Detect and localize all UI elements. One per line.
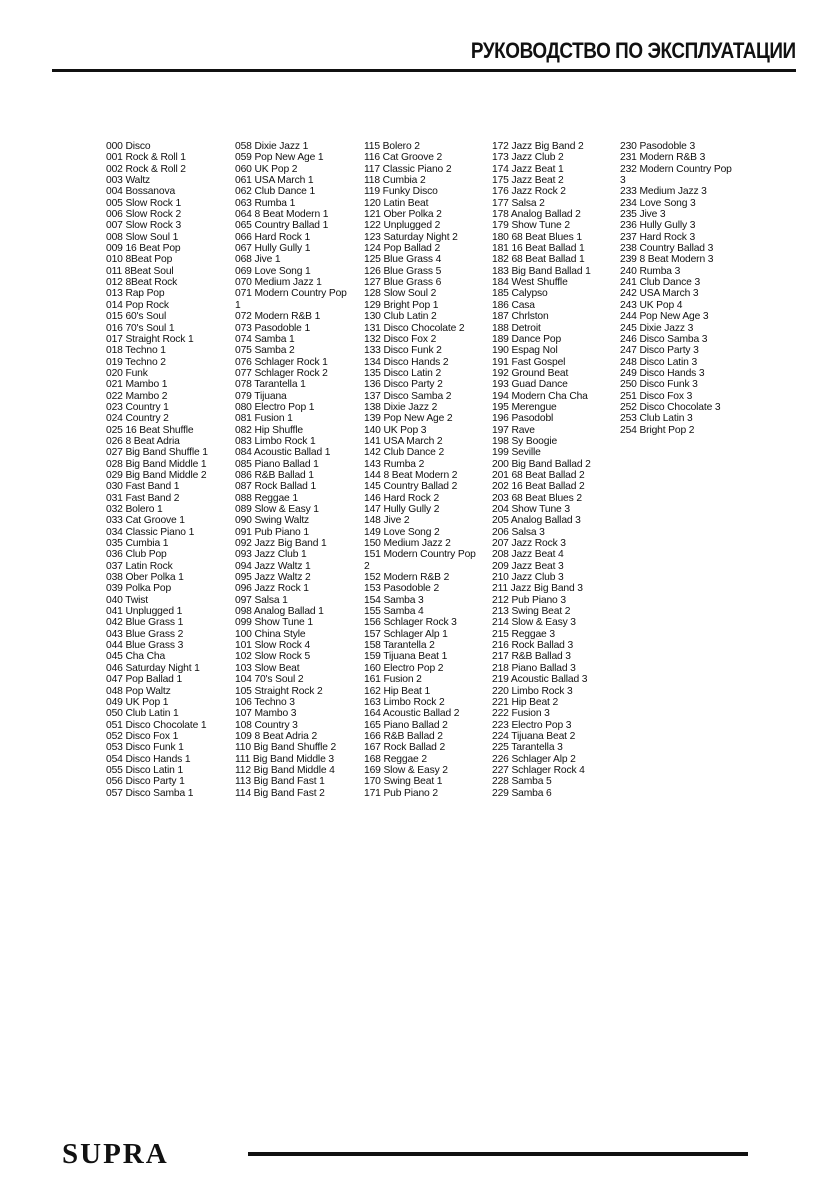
rhythm-item: 235 Jive 3 [620,209,666,221]
rhythm-item: 173 Jazz Club 2 [492,152,564,164]
rhythm-item: 095 Jazz Waltz 2 [235,572,311,584]
rhythm-item: 252 Disco Chocolate 3 [620,401,721,413]
rhythm-item: 098 Analog Ballad 1 [235,606,324,618]
rhythm-item: 208 Jazz Beat 4 [492,549,564,561]
rhythm-item: 048 Pop Waltz [106,685,171,697]
rhythm-item: 212 Pub Piano 3 [492,594,566,606]
rhythm-item: 013 Rap Pop [106,288,165,300]
rhythm-item: 205 Analog Ballad 3 [492,515,581,527]
rhythm-column-1 [106,141,236,799]
rhythm-item: 047 Pop Ballad 1 [106,674,183,686]
rhythm-item: 229 Samba 6 [492,787,552,799]
rhythm-item: 052 Disco Fox 1 [106,730,179,742]
rhythm-item: 134 Disco Hands 2 [364,356,449,368]
rhythm-item: 200 Big Band Ballad 2 [492,458,591,470]
rhythm-item: 006 Slow Rock 2 [106,209,182,221]
rhythm-item: 249 Disco Hands 3 [620,367,705,379]
rhythm-item: 114 Big Band Fast 2 [235,787,325,799]
rhythm-item: 236 Hully Gully 3 [620,220,696,232]
rhythm-item: 074 Samba 1 [235,333,295,345]
rhythm-item: 207 Jazz Rock 3 [492,538,566,550]
rhythm-item: 036 Club Pop [106,549,167,561]
rhythm-item: 001 Rock & Roll 1 [106,152,186,164]
rhythm-item: 003 Waltz [106,175,151,187]
rhythm-item: 202 16 Beat Ballad 2 [492,481,585,493]
rhythm-item: 201 68 Beat Ballad 2 [492,469,585,481]
rhythm-item: 141 USA March 2 [364,435,443,447]
rhythm-item: 068 Jive 1 [235,254,281,266]
rhythm-item: 094 Jazz Waltz 1 [235,560,311,572]
rhythm-item: 083 Limbo Rock 1 [235,435,316,447]
rhythm-item: 062 Club Dance 1 [235,186,316,198]
rhythm-item: 061 USA March 1 [235,175,314,187]
rhythm-item: 108 Country 3 [235,719,298,731]
rhythm-item: 058 Dixie Jazz 1 [235,141,309,152]
rhythm-item: 120 Latin Beat [364,197,429,209]
rhythm-item: 122 Unplugged 2 [364,220,441,232]
rhythm-item: 075 Samba 2 [235,345,295,357]
rhythm-item: 035 Cumbia 1 [106,538,169,550]
rhythm-item: 196 Pasodobl [492,413,554,425]
rhythm-item: 059 Pop New Age 1 [235,152,324,164]
rhythm-item: 082 Hip Shuffle [235,424,303,436]
rhythm-item: 133 Disco Funk 2 [364,345,442,357]
rhythm-item: 067 Hully Gully 1 [235,243,311,255]
rhythm-item: 050 Club Latin 1 [106,708,179,720]
rhythm-item: 185 Calypso [492,288,548,300]
rhythm-item: 232 Modern Country Pop [620,163,732,175]
rhythm-item: 210 Jazz Club 3 [492,572,564,584]
rhythm-item: 239 8 Beat Modern 3 [620,254,714,266]
rhythm-item: 028 Big Band Middle 1 [106,458,207,470]
rhythm-item: 127 Blue Grass 6 [364,277,442,289]
rhythm-item: 079 Tijuana [235,390,287,402]
rhythm-item: 030 Fast Band 1 [106,481,180,493]
rhythm-item: 182 68 Beat Ballad 1 [492,254,585,266]
rhythm-column-2 [235,141,365,799]
rhythm-item: 023 Country 1 [106,401,169,413]
rhythm-item: 191 Fast Gospel [492,356,566,368]
rhythm-item: 198 Sy Boogie [492,435,558,447]
rhythm-item: 152 Modern R&B 2 [364,572,450,584]
rhythm-item: 233 Medium Jazz 3 [620,186,707,198]
rhythm-item: 092 Jazz Big Band 1 [235,538,327,550]
rhythm-item: 150 Medium Jazz 2 [364,538,451,550]
rhythm-item: 024 Country 2 [106,413,169,425]
rhythm-item: 149 Love Song 2 [364,526,440,538]
rhythm-item: 040 Twist [106,594,148,606]
rhythm-item: 186 Casa [492,299,535,311]
rhythm-item: 171 Pub Piano 2 [364,787,438,799]
rhythm-item: 049 UK Pop 1 [106,696,169,708]
rhythm-item: 142 Club Dance 2 [364,447,445,459]
rhythm-item: 012 8Beat Rock [106,277,178,289]
rhythm-item: 151 Modern Country Pop [364,549,476,561]
rhythm-item: 230 Pasodoble 3 [620,141,696,152]
rhythm-item: 097 Salsa 1 [235,594,288,606]
rhythm-item: 2 [364,560,370,572]
rhythm-item: 088 Reggae 1 [235,492,298,504]
rhythm-item: 031 Fast Band 2 [106,492,180,504]
rhythm-item: 146 Hard Rock 2 [364,492,440,504]
rhythm-item: 241 Club Dance 3 [620,277,701,289]
supra-logo: SUPRA [62,1138,169,1170]
rhythm-item: 081 Fusion 1 [235,413,293,425]
rhythm-item: 154 Samba 3 [364,594,424,606]
rhythm-item: 121 Ober Polka 2 [364,209,442,221]
rhythm-column-3 [364,141,494,799]
rhythm-item: 106 Techno 3 [235,696,295,708]
rhythm-item: 183 Big Band Ballad 1 [492,265,591,277]
page-title: РУКОВОДСТВО ПО ЭКСПЛУАТАЦИИ [471,38,796,63]
rhythm-item: 165 Piano Ballad 2 [364,719,448,731]
rhythm-item: 203 68 Beat Blues 2 [492,492,582,504]
rhythm-item: 069 Love Song 1 [235,265,311,277]
rhythm-item: 145 Country Ballad 2 [364,481,458,493]
rhythm-column-4 [492,141,622,799]
rhythm-item: 137 Disco Samba 2 [364,390,452,402]
rhythm-item: 054 Disco Hands 1 [106,753,191,765]
rhythm-item: 221 Hip Beat 2 [492,696,559,708]
rhythm-item: 007 Slow Rock 3 [106,220,182,232]
rhythm-item: 193 Guad Dance [492,379,568,391]
rhythm-item: 016 70's Soul 1 [106,322,175,334]
rhythm-item: 090 Swing Waltz [235,515,310,527]
rhythm-item: 143 Rumba 2 [364,458,425,470]
rhythm-item: 184 West Shuffle [492,277,568,289]
rhythm-item: 019 Techno 2 [106,356,166,368]
rhythm-item: 148 Jive 2 [364,515,410,527]
rhythm-item: 060 UK Pop 2 [235,163,298,175]
rhythm-item: 144 8 Beat Modern 2 [364,469,458,481]
rhythm-item: 160 Electro Pop 2 [364,662,444,674]
rhythm-item: 055 Disco Latin 1 [106,764,184,776]
rhythm-item: 223 Electro Pop 3 [492,719,572,731]
rhythm-item: 112 Big Band Middle 4 [235,764,335,776]
rhythm-item: 021 Mambo 1 [106,379,168,391]
rhythm-item: 135 Disco Latin 2 [364,367,442,379]
rhythm-item: 192 Ground Beat [492,367,569,379]
rhythm-item: 161 Fusion 2 [364,674,422,686]
rhythm-item: 214 Slow & Easy 3 [492,617,576,629]
rhythm-item: 187 Chrlston [492,311,549,323]
rhythm-item: 167 Rock Ballad 2 [364,742,446,754]
rhythm-item: 085 Piano Ballad 1 [235,458,319,470]
rhythm-item: 039 Polka Pop [106,583,172,595]
rhythm-item: 105 Straight Rock 2 [235,685,323,697]
rhythm-item: 123 Saturday Night 2 [364,231,458,243]
rhythm-item: 101 Slow Rock 4 [235,640,311,652]
rhythm-item: 113 Big Band Fast 1 [235,776,325,788]
rhythm-item: 139 Pop New Age 2 [364,413,453,425]
rhythm-item: 000 Disco [106,141,151,152]
rhythm-item: 124 Pop Ballad 2 [364,243,441,255]
rhythm-item: 010 8Beat Pop [106,254,173,266]
rhythm-item: 231 Modern R&B 3 [620,152,706,164]
rhythm-item: 126 Blue Grass 5 [364,265,442,277]
rhythm-item: 104 70's Soul 2 [235,674,304,686]
rhythm-item: 103 Slow Beat [235,662,300,674]
rhythm-item: 100 China Style [235,628,306,640]
rhythm-item: 246 Disco Samba 3 [620,333,708,345]
rhythm-item: 017 Straight Rock 1 [106,333,194,345]
rhythm-item: 071 Modern Country Pop [235,288,347,300]
rhythm-item: 206 Salsa 3 [492,526,545,538]
rhythm-item: 138 Dixie Jazz 2 [364,401,438,413]
rhythm-item: 162 Hip Beat 1 [364,685,431,697]
rhythm-item: 243 UK Pop 4 [620,299,683,311]
rhythm-item: 033 Cat Groove 1 [106,515,185,527]
rhythm-item: 004 Bossanova [106,186,176,198]
rhythm-item: 053 Disco Funk 1 [106,742,184,754]
rhythm-item: 216 Rock Ballad 3 [492,640,574,652]
rhythm-item: 170 Swing Beat 1 [364,776,443,788]
rhythm-item: 247 Disco Party 3 [620,345,699,357]
rhythm-item: 199 Seville [492,447,541,459]
rhythm-item: 080 Electro Pop 1 [235,401,315,413]
rhythm-item: 245 Dixie Jazz 3 [620,322,694,334]
rhythm-item: 057 Disco Samba 1 [106,787,194,799]
rhythm-item: 219 Acoustic Ballad 3 [492,674,588,686]
rhythm-item: 043 Blue Grass 2 [106,628,184,640]
rhythm-item: 237 Hard Rock 3 [620,231,696,243]
rhythm-item: 008 Slow Soul 1 [106,231,179,243]
rhythm-item: 117 Classic Piano 2 [364,163,452,175]
rhythm-item: 014 Pop Rock [106,299,169,311]
rhythm-item: 250 Disco Funk 3 [620,379,698,391]
rhythm-item: 111 Big Band Middle 3 [235,753,334,765]
rhythm-item: 157 Schlager Alp 1 [364,628,448,640]
rhythm-item: 217 R&B Ballad 3 [492,651,571,663]
rhythm-item: 156 Schlager Rock 3 [364,617,457,629]
rhythm-item: 009 16 Beat Pop [106,243,181,255]
rhythm-item: 020 Funk [106,367,148,379]
rhythm-item: 077 Schlager Rock 2 [235,367,328,379]
rhythm-item: 034 Classic Piano 1 [106,526,195,538]
rhythm-item: 195 Merengue [492,401,557,413]
rhythm-item: 118 Cumbia 2 [364,175,426,187]
rhythm-item: 065 Country Ballad 1 [235,220,329,232]
rhythm-item: 064 8 Beat Modern 1 [235,209,329,221]
rhythm-item: 174 Jazz Beat 1 [492,163,564,175]
rhythm-item: 3 [620,175,626,187]
rhythm-item: 222 Fusion 3 [492,708,550,720]
rhythm-item: 153 Pasodoble 2 [364,583,440,595]
rhythm-item: 132 Disco Fox 2 [364,333,437,345]
rhythm-item: 038 Ober Polka 1 [106,572,184,584]
rhythm-item: 086 R&B Ballad 1 [235,469,314,481]
rhythm-item: 253 Club Latin 3 [620,413,693,425]
rhythm-item: 128 Slow Soul 2 [364,288,437,300]
rhythm-item: 164 Acoustic Ballad 2 [364,708,460,720]
rhythm-item: 220 Limbo Rock 3 [492,685,573,697]
rhythm-item: 096 Jazz Rock 1 [235,583,309,595]
rhythm-item: 041 Unplugged 1 [106,606,183,618]
rhythm-item: 172 Jazz Big Band 2 [492,141,584,152]
rhythm-item: 084 Acoustic Ballad 1 [235,447,331,459]
rhythm-item: 131 Disco Chocolate 2 [364,322,465,334]
rhythm-item: 037 Latin Rock [106,560,173,572]
rhythm-item: 032 Bolero 1 [106,504,163,515]
rhythm-item: 066 Hard Rock 1 [235,231,311,243]
rhythm-item: 218 Piano Ballad 3 [492,662,576,674]
rhythm-item: 1 [235,299,241,311]
rhythm-item: 140 UK Pop 3 [364,424,427,436]
rhythm-item: 226 Schlager Alp 2 [492,753,576,765]
rhythm-item: 168 Reggae 2 [364,753,427,765]
rhythm-list [0,141,840,801]
rhythm-item: 189 Dance Pop [492,333,562,345]
rhythm-item: 087 Rock Ballad 1 [235,481,317,493]
rhythm-item: 125 Blue Grass 4 [364,254,442,266]
rhythm-item: 027 Big Band Shuffle 1 [106,447,208,459]
rhythm-item: 179 Show Tune 2 [492,220,570,232]
rhythm-item: 155 Samba 4 [364,606,424,618]
header-divider [52,69,796,72]
rhythm-item: 178 Analog Ballad 2 [492,209,581,221]
rhythm-item: 044 Blue Grass 3 [106,640,184,652]
rhythm-item: 197 Rave [492,424,535,436]
rhythm-item: 091 Pub Piano 1 [235,526,309,538]
rhythm-item: 215 Reggae 3 [492,628,555,640]
rhythm-item: 175 Jazz Beat 2 [492,175,564,187]
rhythm-item: 116 Cat Groove 2 [364,152,443,164]
rhythm-item: 188 Detroit [492,322,541,334]
rhythm-item: 022 Mambo 2 [106,390,168,402]
rhythm-item: 158 Tarantella 2 [364,640,435,652]
rhythm-item: 244 Pop New Age 3 [620,311,709,323]
rhythm-item: 159 Tijuana Beat 1 [364,651,448,663]
footer-divider [248,1152,748,1156]
rhythm-item: 029 Big Band Middle 2 [106,469,207,481]
rhythm-item: 051 Disco Chocolate 1 [106,719,207,731]
rhythm-item: 166 R&B Ballad 2 [364,730,443,742]
rhythm-item: 070 Medium Jazz 1 [235,277,322,289]
rhythm-item: 176 Jazz Rock 2 [492,186,566,198]
rhythm-item: 211 Jazz Big Band 3 [492,583,583,595]
rhythm-item: 225 Tarantella 3 [492,742,563,754]
rhythm-item: 254 Bright Pop 2 [620,424,695,436]
rhythm-item: 190 Espag Nol [492,345,558,357]
rhythm-item: 110 Big Band Shuffle 2 [235,742,337,754]
rhythm-item: 228 Samba 5 [492,776,552,788]
rhythm-item: 056 Disco Party 1 [106,776,185,788]
rhythm-item: 076 Schlager Rock 1 [235,356,328,368]
rhythm-item: 018 Techno 1 [106,345,166,357]
rhythm-item: 234 Love Song 3 [620,197,696,209]
rhythm-item: 078 Tarantella 1 [235,379,306,391]
rhythm-item: 099 Show Tune 1 [235,617,313,629]
rhythm-item: 248 Disco Latin 3 [620,356,698,368]
rhythm-item: 011 8Beat Soul [106,265,174,277]
rhythm-item: 169 Slow & Easy 2 [364,764,448,776]
rhythm-item: 163 Limbo Rock 2 [364,696,445,708]
rhythm-item: 093 Jazz Club 1 [235,549,307,561]
rhythm-item: 251 Disco Fox 3 [620,390,693,402]
rhythm-item: 002 Rock & Roll 2 [106,163,186,175]
rhythm-item: 089 Slow & Easy 1 [235,504,319,515]
rhythm-item: 147 Hully Gully 2 [364,504,440,515]
rhythm-item: 180 68 Beat Blues 1 [492,231,582,243]
rhythm-item: 026 8 Beat Adria [106,435,180,447]
rhythm-item: 194 Modern Cha Cha [492,390,588,402]
rhythm-item: 224 Tijuana Beat 2 [492,730,576,742]
rhythm-item: 005 Slow Rock 1 [106,197,182,209]
rhythm-item: 181 16 Beat Ballad 1 [492,243,585,255]
rhythm-item: 045 Cha Cha [106,651,166,663]
rhythm-item: 109 8 Beat Adria 2 [235,730,318,742]
rhythm-item: 129 Bright Pop 1 [364,299,439,311]
rhythm-item: 204 Show Tune 3 [492,504,570,515]
rhythm-item: 238 Country Ballad 3 [620,243,714,255]
rhythm-item: 177 Salsa 2 [492,197,545,209]
rhythm-item: 242 USA March 3 [620,288,699,300]
rhythm-item: 119 Funky Disco [364,186,438,198]
rhythm-item: 130 Club Latin 2 [364,311,437,323]
rhythm-item: 227 Schlager Rock 4 [492,764,585,776]
rhythm-item: 025 16 Beat Shuffle [106,424,194,436]
rhythm-item: 015 60's Soul [106,311,167,323]
rhythm-item: 072 Modern R&B 1 [235,311,321,323]
rhythm-item: 136 Disco Party 2 [364,379,443,391]
rhythm-item: 046 Saturday Night 1 [106,662,200,674]
rhythm-item: 209 Jazz Beat 3 [492,560,564,572]
rhythm-item: 115 Bolero 2 [364,141,420,152]
rhythm-item: 073 Pasodoble 1 [235,322,311,334]
rhythm-item: 063 Rumba 1 [235,197,296,209]
rhythm-column-5 [620,141,750,436]
rhythm-item: 213 Swing Beat 2 [492,606,571,618]
rhythm-item: 042 Blue Grass 1 [106,617,184,629]
rhythm-item: 102 Slow Rock 5 [235,651,311,663]
rhythm-item: 107 Mambo 3 [235,708,297,720]
rhythm-item: 240 Rumba 3 [620,265,681,277]
